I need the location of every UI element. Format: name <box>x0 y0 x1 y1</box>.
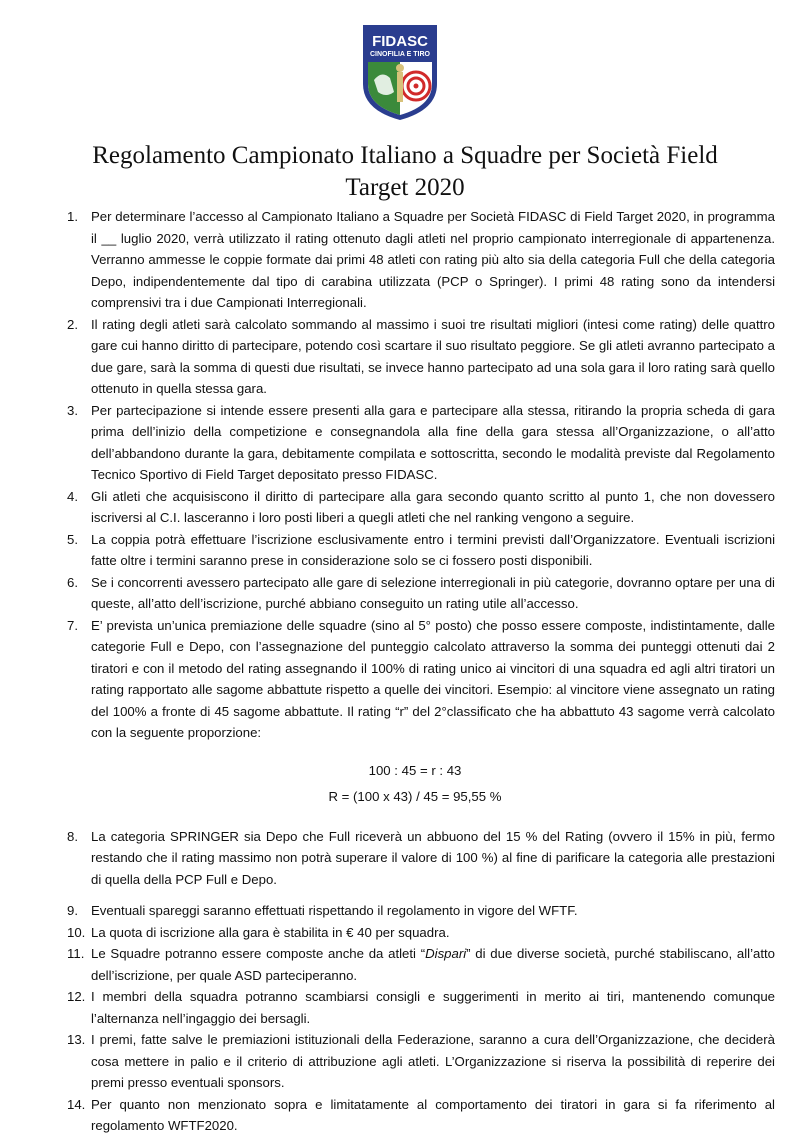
item-number: 3. <box>67 402 78 418</box>
formula-line-1: 100 : 45 = r : 43 <box>368 762 462 778</box>
list-item <box>55 529 775 572</box>
proportion-formula <box>55 758 775 810</box>
fidasc-logo <box>360 22 440 122</box>
list-item <box>55 922 775 944</box>
item-text: I premi, fatte salve le premiazioni istituzionali della Federazione, saranno a cura dell’Organizzazione, che deciderà cosa mettere in palio e il criterio di attribuzione agli atleti. L’Organizzazione si riserva la possibilità di reperire dei premi presso eventuali sponsors. <box>91 1032 775 1090</box>
item-text: La quota di iscrizione alla gara è stabilita in € 40 per squadra. <box>91 924 450 940</box>
list-item <box>55 943 775 986</box>
item-number: 9. <box>67 903 78 918</box>
item-text: La coppia potrà effettuare l’iscrizione esclusivamente entro i termini previsti dall’Organizzatore. Eventuali iscrizioni fatte oltre i termini saranno prese in considerazione solo se ci fossero posti disponibili. <box>91 531 775 568</box>
list-item <box>55 400 775 486</box>
item-text: Eventuali spareggi saranno effettuati rispettando il regolamento in vigore del WFTF. <box>91 903 578 918</box>
item-text: Le Squadre potranno essere composte anche da atleti “Dispari” di due diverse società, purché stabiliscano, all’atto dell’iscrizione, per quale ASD parteciperanno. <box>91 946 775 983</box>
item-number: 4. <box>67 488 78 504</box>
rules-list <box>55 206 775 1137</box>
list-item <box>55 1094 775 1137</box>
list-item <box>55 206 775 314</box>
formula-line-2: R = (100 x 43) / 45 = 95,55 % <box>328 788 502 804</box>
item-text: Per determinare l’accesso al Campionato Italiano a Squadre per Società FIDASC di Field Target 2020, in programma il __ luglio 2020, verrà utilizzato il rating ottenuto dagli atleti nel proprio campionato interregionale di appartenenza. Verranno ammesse le coppie formate dai primi 48 atleti con rating più alto sia della categoria Full che della categoria Depo, indipendentemente dal tipo di carabina utilizzata (PCP o Springer). I primi 48 rating sono da intendersi comprensivi tra i due Campionati Interregionali. <box>91 209 775 310</box>
item-number: 8. <box>67 828 78 844</box>
list-item <box>55 900 775 922</box>
list-item <box>55 314 775 400</box>
item-number: 6. <box>67 574 78 590</box>
item-number: 1. <box>67 209 78 224</box>
title-line-1: Regolamento Campionato Italiano a Squadre per Società Field <box>92 142 718 169</box>
svg-text:FIDASC: FIDASC <box>372 33 428 50</box>
item-number: 14. <box>67 1096 86 1112</box>
item-text: Per partecipazione si intende essere presenti alla gara e partecipare alla stessa, ritirando la propria scheda di gara prima dell’inizio della competizione e consegnandola alla fine della gara stessa all’Organizzazione, o all’atto dell’abbandono durante la gara, debitamente compilata e sottoscritta, secondo le modalità previste dal Regolamento Tecnico Sportivo di Field Target depositato presso FIDASC. <box>91 402 775 482</box>
item-number: 13. <box>67 1032 86 1047</box>
list-item <box>55 826 775 891</box>
title-line-2: Target 2020 <box>345 174 465 201</box>
item-text: Per quanto non menzionato sopra e limitatamente al comportamento dei tiratori in gara si fa riferimento al regolamento WFTF2020. <box>91 1096 775 1133</box>
page-title <box>30 140 780 204</box>
item-text: Se i concorrenti avessero partecipato alle gare di selezione interregionali in più categorie, dovranno optare per una di queste, all’atto dell’iscrizione, purché abbiano conseguito un rating utile all’accesso. <box>91 574 775 611</box>
item-number: 11. <box>67 946 85 961</box>
item-text: Il rating degli atleti sarà calcolato sommando al massimo i suoi tre risultati migliori (intesi come rating) delle quattro gare cui hanno diritto di partecipare, potendo così scartare il suo risultato peggiore. Se gli atleti avranno partecipato a due gare, sarà la somma di questi due risultati, se invece hanno partecipato ad una sola gara il loro rating sarà quello ottenuto in quella stessa gara. <box>91 316 775 396</box>
item-number: 5. <box>67 531 78 547</box>
item-number: 10. <box>67 924 86 940</box>
item-number: 2. <box>67 316 78 332</box>
list-item <box>55 572 775 615</box>
item-text: E’ prevista un’unica premiazione delle squadre (sino al 5° posto) che posso essere composte, indistintamente, dalle categorie Full e Depo, con l’assegnazione del punteggio calcolato attraverso la somma dei punteggi ottenuti dai 2 tiratori e con il metodo del rating assegnando il 100% di rating unico ai vincitori di una squadra ed agli altri tiratori un rating rapportato alle sagome abbattute rispetto a quelle dei vincitori. Esempio: al vincitore viene assegnato un rating del 100% a fronte di 45 sagome abbattute. Il rating “r” del 2°classificato che ha abbattuto 43 sagome verrà calcolato con la seguente proporzione: <box>91 617 775 740</box>
list-item <box>55 486 775 529</box>
list-item <box>55 986 775 1029</box>
item-text: La categoria SPRINGER sia Depo che Full riceverà un abbuono del 15 % del Rating (ovvero il 15% in più, fermo restando che il rating massimo non potrà superare il valore di 100 %) al fine di parificare la categoria alle prestazioni di quella della PCP Full e Depo. <box>91 828 775 887</box>
item-number: 7. <box>67 617 78 633</box>
emphasis-dispari: Dispari <box>425 946 467 961</box>
svg-text:CINOFILIA E TIRO: CINOFILIA E TIRO <box>369 51 431 58</box>
item-number: 12. <box>67 989 86 1004</box>
list-item <box>55 615 775 744</box>
item-text: I membri della squadra potranno scambiarsi consigli e suggerimenti in merito ai tiri, mantenendo comunque l’alternanza nell’ingaggio dei bersagli. <box>91 989 775 1026</box>
item-text: Gli atleti che acquisiscono il diritto di partecipare alla gara secondo quanto scritto al punto 1, che non dovessero iscriversi al C.I. lasceranno i loro posti liberi a quegli atleti che nel ranking vengono a seguire. <box>91 488 775 525</box>
list-item <box>55 1029 775 1094</box>
